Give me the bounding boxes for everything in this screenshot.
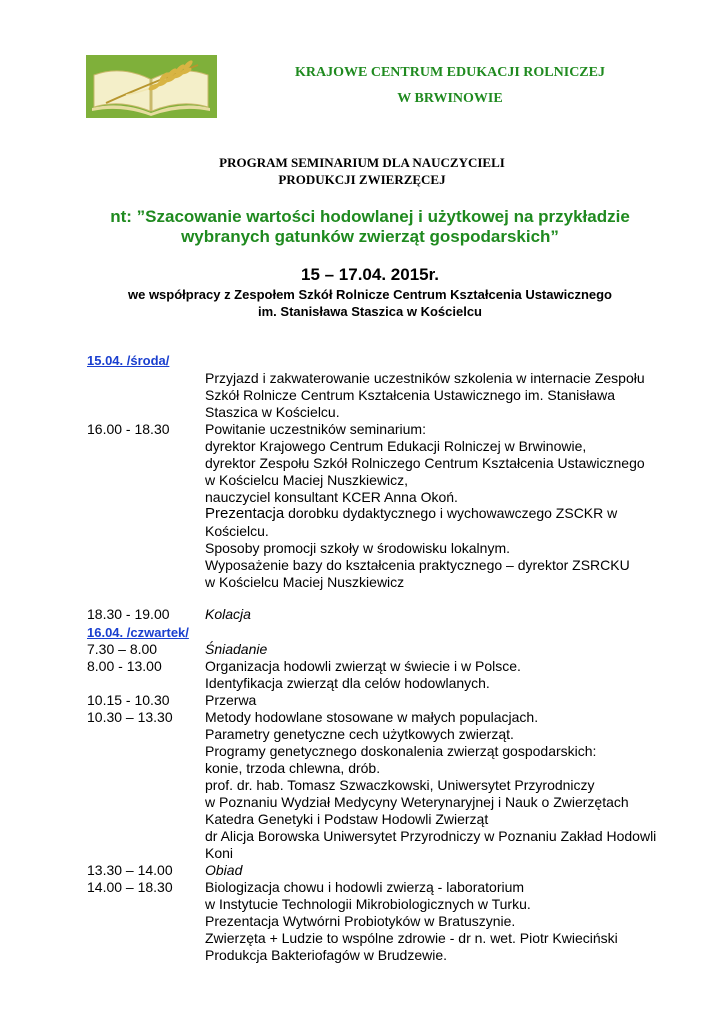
cooperation-line1: we współpracy z Zespołem Szkół Rolnicze Centrum Kształcenia Ustawicznego bbox=[127, 287, 612, 302]
schedule-line: nauczyciel konsultant KCER Anna Okoń. bbox=[205, 489, 458, 505]
program-heading-line1: PROGRAM SEMINARIUM DLA NAUCZYCIELI bbox=[219, 155, 505, 170]
schedule-line: Programy genetycznego doskonalenia zwierząt gospodarskich: bbox=[205, 743, 597, 759]
schedule-line: Metody hodowlane stosowane w małych populacjach. bbox=[205, 709, 539, 725]
schedule-line: w Poznaniu Wydział Medycyny Weterynaryjnej i Nauk o Zwierzętach bbox=[205, 794, 629, 810]
schedule-line: w Kościelcu Maciej Nuszkiewicz bbox=[205, 574, 405, 590]
schedule-line: w Kościelcu Maciej Nuszkiewicz, bbox=[205, 472, 409, 488]
schedule-line: Organizacja hodowli zwierząt w świecie i w Polsce. bbox=[205, 658, 521, 674]
schedule-line: dyrektor Krajowego Centrum Edukacji Rolniczej w Brwinowie, bbox=[205, 438, 587, 454]
seminar-dates: 15 – 17.04. 2015r. bbox=[300, 265, 440, 284]
schedule-line: Koni bbox=[205, 845, 234, 861]
schedule-line: Identyfikacja zwierząt dla celów hodowlanych. bbox=[205, 675, 490, 691]
schedule-line-breakfast: Śniadanie bbox=[205, 641, 268, 657]
program-heading-line2: PRODUKCJI ZWIERZĘCEJ bbox=[278, 172, 446, 187]
schedule-line: dr Alicja Borowska Uniwersytet Przyrodniczy w Poznaniu Zakład Hodowli bbox=[205, 828, 657, 844]
schedule-line: Powitanie uczestników seminarium: bbox=[205, 421, 426, 437]
schedule-line: Przyjazd i zakwaterowanie uczestników szkolenia w internacie Zespołu bbox=[205, 370, 645, 386]
schedule-line: dyrektor Zespołu Szkół Rolniczego Centrum Kształcenia Ustawicznego bbox=[205, 455, 645, 471]
institution-name: KRAJOWE CENTRUM EDUKACJI ROLNICZEJ bbox=[295, 65, 605, 80]
presentation-word: Prezentacja bbox=[205, 505, 285, 522]
schedule-time: 10.30 – 13.30 bbox=[87, 709, 173, 725]
schedule-line: Sposoby promocji szkoły w środowisku lokalnym. bbox=[205, 540, 510, 556]
schedule-time: 14.00 – 18.30 bbox=[87, 879, 173, 895]
schedule-line: Staszica w Kościelcu. bbox=[205, 404, 340, 420]
schedule-line: Katedra Genetyki i Podstaw Hodowli Zwierząt bbox=[205, 811, 489, 827]
cooperation-line2: im. Stanisława Staszica w Kościelcu bbox=[258, 304, 482, 319]
schedule-line: Kościelcu. bbox=[205, 523, 269, 539]
schedule-line: Szkół Rolnicze Centrum Kształcenia Ustawicznego im. Stanisława bbox=[205, 387, 616, 403]
schedule-time: 7.30 – 8.00 bbox=[87, 641, 158, 657]
schedule-line: w Instytucie Technologii Mikrobiologicznych w Turku. bbox=[205, 896, 531, 912]
schedule-time: 10.15 - 10.30 bbox=[87, 692, 170, 708]
schedule-time: 13.30 – 14.00 bbox=[87, 862, 173, 878]
kcer-logo-book-wheat-icon bbox=[86, 55, 217, 118]
schedule-time: 16.00 - 18.30 bbox=[87, 421, 170, 437]
schedule-line-break: Przerwa bbox=[205, 692, 257, 708]
seminar-topic-line1: nt: ”Szacowanie wartości hodowlanej i użytkowej na przykładzie bbox=[110, 207, 630, 226]
schedule-time: 8.00 - 13.00 bbox=[87, 658, 162, 674]
schedule-time: 18.30 - 19.00 bbox=[87, 606, 170, 622]
schedule-line: Produkcja Bakteriofagów w Brudzewie. bbox=[205, 947, 448, 963]
schedule-line: Biologizacja chowu i hodowli zwierzą - laboratorium bbox=[205, 879, 525, 895]
schedule-line: Wyposażenie bazy do kształcenia praktycznego – dyrektor ZSRCKU bbox=[205, 557, 630, 573]
schedule-line: Prezentacja Wytwórni Probiotyków w Bratuszynie. bbox=[205, 913, 516, 929]
schedule-line: prof. dr. hab. Tomasz Szwaczkowski, Uniwersytet Przyrodniczy bbox=[205, 777, 595, 793]
schedule-line: Zwierzęta + Ludzie to wspólne zdrowie - dr n. wet. Piotr Kwieciński bbox=[205, 930, 618, 946]
day-heading-16-04[interactable]: 16.04. /czwartek/ bbox=[87, 625, 189, 640]
schedule-line bbox=[205, 505, 617, 522]
institution-location: W BRWINOWIE bbox=[397, 91, 503, 106]
day-heading-15-04[interactable]: 15.04. /środa/ bbox=[87, 353, 170, 368]
schedule-line: konie, trzoda chlewna, drób. bbox=[205, 760, 381, 776]
schedule-line-lunch: Obiad bbox=[205, 862, 243, 878]
presentation-rest: dorobku dydaktycznego i wychowawczego ZSCKR w bbox=[284, 505, 618, 521]
seminar-topic-line2: wybranych gatunków zwierząt gospodarskich” bbox=[181, 227, 559, 246]
schedule-line-supper: Kolacja bbox=[205, 606, 251, 622]
schedule-line: Parametry genetyczne cech użytkowych zwierząt. bbox=[205, 726, 514, 742]
